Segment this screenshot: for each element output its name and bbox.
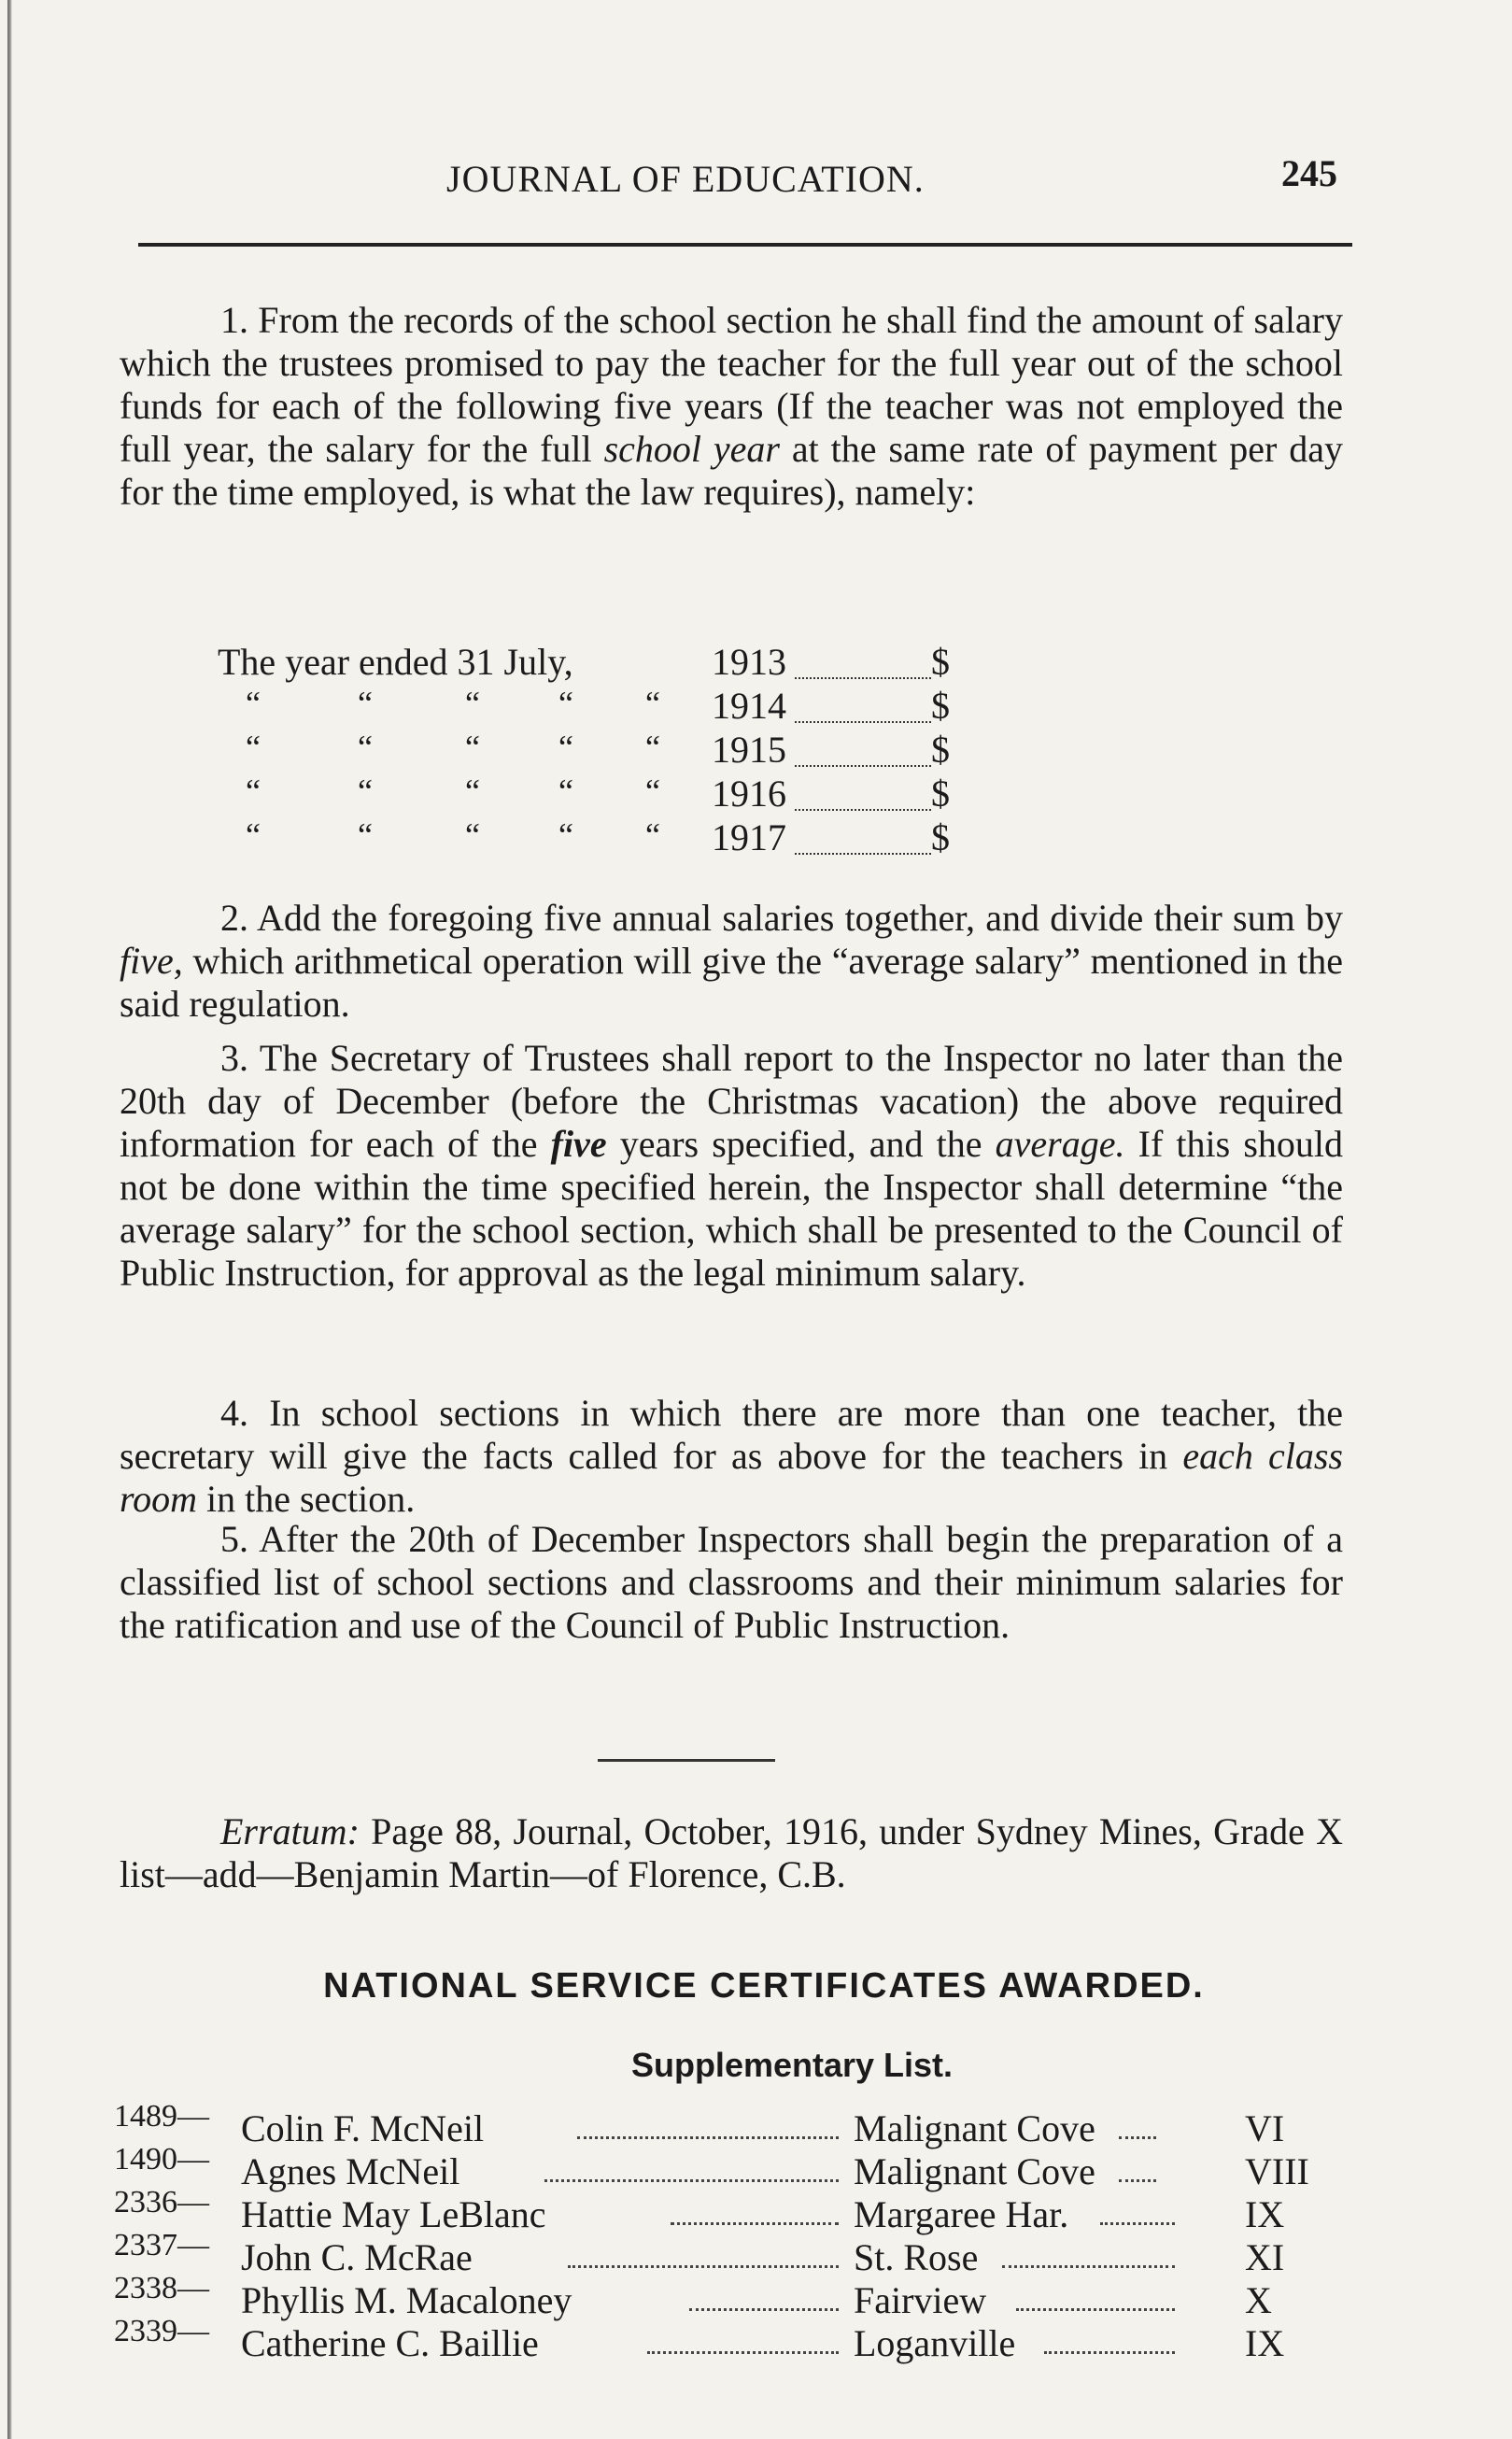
- recipient-name: Colin F. McNeil: [241, 2107, 485, 2149]
- ditto-mark: “: [358, 773, 373, 810]
- journal-page: [114, 140, 1344, 2364]
- dot-leader: [1002, 2263, 1175, 2268]
- paragraph-2-italic: five,: [120, 940, 183, 982]
- paragraph-2-text-a: Add the foregoing five annual salaries together, and divide their sum by: [257, 897, 1343, 939]
- recipient-grade: VIII: [1245, 2150, 1309, 2192]
- dot-leader: [544, 2177, 839, 2182]
- recipient-name: Agnes McNeil: [241, 2150, 460, 2192]
- paragraph-3-number: 3.: [220, 1037, 248, 1079]
- recipient-place: Malignant Cove: [854, 2107, 1095, 2149]
- salary-year: 1915: [712, 729, 786, 771]
- recipient-place: St. Rose: [854, 2236, 979, 2278]
- dot-leader: [1119, 2177, 1156, 2182]
- dollar-sign: $: [931, 641, 950, 683]
- journal-title: JOURNAL OF EDUCATION.: [446, 158, 925, 200]
- paragraph-4-number: 4.: [220, 1392, 248, 1434]
- paragraph-1-italic: school year: [603, 428, 780, 470]
- recipient-name: John C. McRae: [241, 2236, 473, 2278]
- ditto-mark: “: [558, 773, 573, 810]
- section-divider: [598, 1759, 775, 1762]
- paragraph-3-text-b: years specified, and the: [606, 1123, 996, 1165]
- recipient-grade: IX: [1245, 2322, 1285, 2364]
- salary-year: 1917: [712, 816, 786, 858]
- recipient-place: Fairview: [854, 2279, 987, 2321]
- certificate-number: 2337—: [114, 2228, 209, 2262]
- certificate-row: [114, 2271, 1343, 2321]
- header-rule: [138, 243, 1352, 247]
- recipient-place: Loganville: [854, 2322, 1016, 2364]
- ditto-mark: “: [246, 773, 261, 810]
- certificate-row: [114, 2099, 1343, 2149]
- paragraph-3-italic: average.: [995, 1123, 1125, 1165]
- dot-leader: [577, 2134, 839, 2139]
- dot-leader: [795, 772, 931, 811]
- recipient-place: Margaree Har.: [854, 2193, 1069, 2235]
- ditto-mark: “: [358, 685, 373, 722]
- erratum-label: Erratum:: [220, 1810, 360, 1852]
- ditto-mark: “: [645, 773, 660, 810]
- ditto-mark: “: [558, 816, 573, 854]
- paragraph-1-text-a: From the records of the school section he shall find the amount of salary which the trustees promised to pay the teacher for the full year out of the school funds for each of the following five years (If the teacher was not employed the full year, the salary for the full: [120, 299, 1344, 470]
- ditto-mark: “: [246, 816, 261, 854]
- dot-leader: [795, 684, 931, 723]
- salary-year: 1916: [712, 773, 786, 815]
- ditto-mark: “: [645, 729, 660, 766]
- dollar-sign: $: [931, 685, 950, 727]
- ditto-mark: “: [465, 685, 480, 722]
- paragraph-5-text: After the 20th of December Inspectors shall begin the preparation of a classified list of school sections and classrooms and their minimum salaries for the ratification and use of the Council of Public Instruction.: [120, 1518, 1343, 1646]
- recipient-grade: VI: [1245, 2107, 1285, 2149]
- ditto-mark: “: [358, 729, 373, 766]
- paragraph-2: [120, 897, 1343, 1026]
- recipient-name: Catherine C. Baillie: [241, 2322, 539, 2364]
- dot-leader: [1016, 2306, 1175, 2311]
- ditto-mark: “: [645, 816, 660, 854]
- page-number: 245: [1281, 152, 1337, 194]
- erratum-note: [120, 1810, 1343, 1896]
- ditto-mark: “: [246, 685, 261, 722]
- paragraph-3-text-c: If this should not be done within the time specified herein, the Inspector shall determine “the average salary” for the school section, which shall be presented to the Council of Public Instruction, for approval as the legal minimum salary.: [120, 1123, 1344, 1294]
- recipient-grade: XI: [1245, 2236, 1285, 2278]
- ditto-mark: “: [358, 816, 373, 854]
- ditto-mark: “: [465, 773, 480, 810]
- paragraph-2-number: 2.: [220, 897, 248, 939]
- dot-leader: [689, 2306, 839, 2311]
- recipient-grade: X: [1245, 2279, 1272, 2321]
- dollar-sign: $: [931, 816, 950, 858]
- paragraph-4-text-b: in the section.: [196, 1478, 416, 1520]
- dot-leader: [1044, 2349, 1175, 2354]
- paragraph-4: [120, 1392, 1343, 1521]
- salary-year: 1914: [712, 685, 786, 727]
- certificate-row: [114, 2185, 1343, 2235]
- paragraph-3-text-a: The Secretary of Trustees shall report to the Inspector no later than the 20th day of December (before the Christmas vacation) the above required information for each of the: [120, 1037, 1343, 1165]
- paragraph-1-number: 1.: [220, 299, 248, 341]
- certificate-number: 2338—: [114, 2271, 209, 2305]
- paragraph-1-text-b: at the same rate of payment per day for the time employed, is what the law requires), namely:: [120, 428, 1343, 513]
- recipient-grade: IX: [1245, 2193, 1285, 2235]
- dot-leader: [795, 640, 931, 679]
- certificate-row: [114, 2142, 1343, 2192]
- recipient-name: Hattie May LeBlanc: [241, 2193, 546, 2235]
- certificate-row: [114, 2228, 1343, 2278]
- dollar-sign: $: [931, 773, 950, 815]
- salary-row-label: The year ended 31 July,: [218, 641, 573, 683]
- recipient-name: Phyllis M. Macaloney: [241, 2279, 572, 2321]
- dot-leader: [795, 815, 931, 855]
- ditto-mark: “: [465, 729, 480, 766]
- dot-leader: [671, 2220, 839, 2225]
- salary-year: 1913: [712, 641, 786, 683]
- page-binding-edge: [7, 0, 12, 2439]
- supplementary-list-heading: Supplementary List.: [630, 2046, 954, 2084]
- recipient-place: Malignant Cove: [854, 2150, 1095, 2192]
- ditto-mark: “: [246, 729, 261, 766]
- ditto-mark: “: [558, 685, 573, 722]
- certificates-heading: NATIONAL SERVICE CERTIFICATES AWARDED.: [323, 1966, 1205, 2006]
- certificate-number: 2336—: [114, 2185, 209, 2219]
- erratum-text: Page 88, Journal, October, 1916, under Sydney Mines, Grade X list—add—Benjamin Martin—of Florence, C.B.: [120, 1810, 1343, 1895]
- certificate-list: [114, 2099, 1343, 2364]
- paragraph-3: [120, 1037, 1343, 1295]
- paragraph-3-bold-italic: five: [550, 1123, 607, 1165]
- paragraph-4-text-a: In school sections in which there are more than one teacher, the secretary will give the facts called for as above for the teachers in: [120, 1392, 1344, 1477]
- dot-leader: [795, 728, 931, 767]
- paragraph-5-number: 5.: [220, 1518, 248, 1560]
- dollar-sign: $: [931, 729, 950, 771]
- ditto-mark: “: [558, 729, 573, 766]
- dot-leader: [568, 2263, 839, 2268]
- paragraph-5: [120, 1518, 1343, 1647]
- ditto-mark: “: [645, 685, 660, 722]
- dot-leader: [1100, 2220, 1175, 2225]
- paragraph-2-text-b: which arithmetical operation will give the “average salary” mentioned in the said regulation.: [120, 940, 1343, 1025]
- certificate-number: 2339—: [114, 2314, 209, 2348]
- certificate-number: 1489—: [114, 2099, 209, 2134]
- certificate-row: [114, 2314, 1343, 2364]
- paragraph-1: [120, 299, 1343, 514]
- dot-leader: [1119, 2134, 1156, 2139]
- page-header: [120, 140, 1343, 215]
- certificate-number: 1490—: [114, 2142, 209, 2177]
- dot-leader: [647, 2349, 839, 2354]
- paragraph-4-italic: each class room: [120, 1435, 1343, 1520]
- ditto-mark: “: [465, 816, 480, 854]
